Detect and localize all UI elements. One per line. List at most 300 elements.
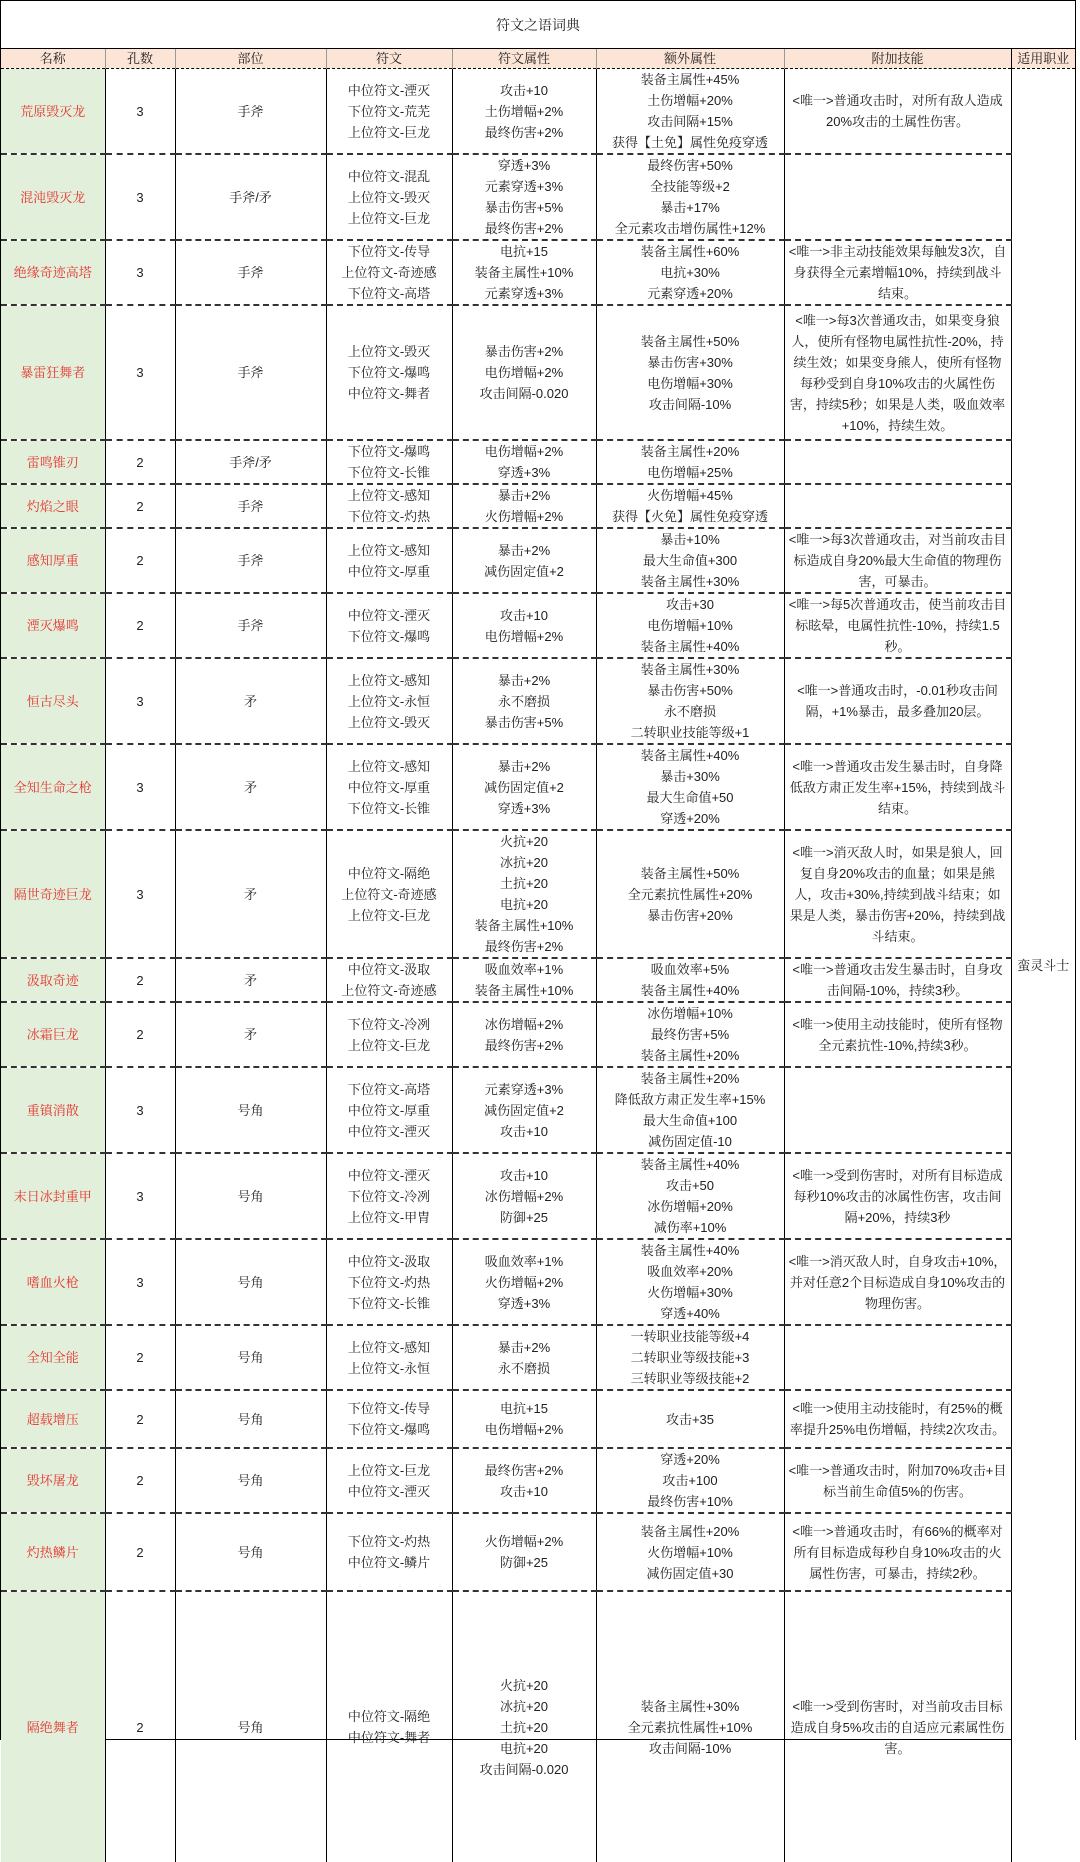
rune-attributes <box>452 1153 596 1239</box>
additional-skill: <唯一>受到伤害时，对所有目标造成每秒10%攻击的冰属性伤害，攻击间隔+20%，持续3秒 <box>784 1153 1011 1239</box>
rune-attribute: 穿透+3% <box>455 798 594 819</box>
rune-attributes <box>452 658 596 744</box>
extra-attribute: 减伤固定值-10 <box>599 1131 782 1152</box>
equipment-part: 手斧/矛 <box>175 154 326 240</box>
table-row <box>1 1153 1075 1239</box>
rune-attributes <box>452 154 596 240</box>
rune-attributes <box>452 1002 596 1067</box>
additional-skill: <唯一>每3次普通攻击，如果变身狼人，使所有怪物电属性抗性-20%，持续生效；如果变身熊人，使所有怪物每秒受到自身10%攻击的火属性伤害，持续5秒；如果是人类，吸血效率+10%，持续生效。 <box>784 305 1011 440</box>
rune-item: 上位符文-毁灭 <box>329 712 450 733</box>
equipment-part: 矛 <box>175 1002 326 1067</box>
rune-item: 上位符文-感知 <box>329 1337 450 1358</box>
equipment-part: 号角 <box>175 1591 326 1862</box>
additional-skill: <唯一>消灭敌人时，自身攻击+10%，并对任意2个目标造成自身10%攻击的物理伤害。 <box>784 1239 1011 1325</box>
header-holes: 孔数 <box>105 49 175 69</box>
rune-attribute: 防御+25 <box>455 1207 594 1228</box>
hole-count: 2 <box>105 484 175 528</box>
additional-skill <box>784 1325 1011 1390</box>
rune-item: 上位符文-永恒 <box>329 1358 450 1379</box>
rune-word-name: 超载增压 <box>1 1390 105 1448</box>
extra-attribute: 电抗+30% <box>599 262 782 283</box>
rune-item: 上位符文-甲胄 <box>329 1207 450 1228</box>
rune-attribute: 元素穿透+3% <box>455 283 594 304</box>
rune-word-name: 隔绝舞者 <box>1 1591 105 1862</box>
extra-attribute: 土伤增幅+20% <box>599 90 782 111</box>
rune-item: 中位符文-隔绝 <box>329 1706 450 1727</box>
extra-attributes <box>596 1448 784 1513</box>
additional-skill: <唯一>普通攻击发生暴击时，自身降低敌方肃正发生率+15%，持续到战斗结束。 <box>784 744 1011 830</box>
rune-list <box>326 1325 452 1390</box>
rune-attribute: 电伤增幅+2% <box>455 626 594 647</box>
equipment-part: 矛 <box>175 744 326 830</box>
extra-attribute: 攻击间隔+15% <box>599 111 782 132</box>
additional-skill: <唯一>每3次普通攻击，对当前攻击目标造成自身20%最大生命值的物理伤害，可暴击。 <box>784 528 1011 593</box>
rune-word-name: 灼热鳞片 <box>1 1513 105 1591</box>
header-name: 名称 <box>1 49 105 69</box>
rune-list <box>326 658 452 744</box>
rune-attribute: 电伤增幅+2% <box>455 362 594 383</box>
rune-item: 中位符文-湮灭 <box>329 1121 450 1142</box>
extra-attribute: 装备主属性+40% <box>599 1240 782 1261</box>
rune-attribute: 电抗+20 <box>455 894 594 915</box>
rune-attribute: 吸血效率+1% <box>455 959 594 980</box>
rune-attribute: 暴击+2% <box>455 756 594 777</box>
rune-item: 中位符文-隔绝 <box>329 863 450 884</box>
rune-item: 上位符文-毁灭 <box>329 341 450 362</box>
rune-item: 中位符文-湮灭 <box>329 80 450 101</box>
equipment-part: 号角 <box>175 1067 326 1153</box>
rune-item: 上位符文-奇迹感 <box>329 980 450 1001</box>
rune-attribute: 元素穿透+3% <box>455 176 594 197</box>
extra-attribute: 暴击伤害+30% <box>599 352 782 373</box>
rune-item: 中位符文-厚重 <box>329 1100 450 1121</box>
extra-attribute: 暴击+30% <box>599 766 782 787</box>
extra-attribute: 最终伤害+50% <box>599 155 782 176</box>
extra-attribute: 火伤增幅+45% <box>599 485 782 506</box>
extra-attributes <box>596 69 784 155</box>
table-row <box>1 240 1075 305</box>
rune-attributes <box>452 1513 596 1591</box>
extra-attributes <box>596 440 784 484</box>
rune-attribute: 吸血效率+1% <box>455 1251 594 1272</box>
rune-attributes <box>452 1390 596 1448</box>
hole-count: 3 <box>105 744 175 830</box>
rune-attribute: 攻击间隔-0.020 <box>455 383 594 404</box>
extra-attributes <box>596 1153 784 1239</box>
extra-attribute: 攻击+100 <box>599 1470 782 1491</box>
rune-attribute: 电伤增幅+2% <box>455 441 594 462</box>
extra-attribute: 装备主属性+40% <box>599 980 782 1001</box>
equipment-part: 号角 <box>175 1325 326 1390</box>
extra-attribute: 电伤增幅+25% <box>599 462 782 483</box>
rune-list <box>326 1513 452 1591</box>
rune-attribute: 攻击+10 <box>455 1165 594 1186</box>
rune-word-name: 恒古尽头 <box>1 658 105 744</box>
extra-attribute: 全元素攻击增伤属性+12% <box>599 218 782 239</box>
equipment-part: 号角 <box>175 1513 326 1591</box>
rune-item: 上位符文-感知 <box>329 540 450 561</box>
rune-attributes <box>452 1239 596 1325</box>
extra-attribute: 获得【土免】属性免疫穿透 <box>599 132 782 153</box>
rune-attribute: 攻击+10 <box>455 1481 594 1502</box>
rune-attribute: 冰抗+20 <box>455 1696 594 1717</box>
hole-count: 2 <box>105 440 175 484</box>
rune-attribute: 减伤固定值+2 <box>455 1100 594 1121</box>
rune-attribute: 暴击+2% <box>455 670 594 691</box>
rune-item: 下位符文-冷冽 <box>329 1014 450 1035</box>
table-row <box>1 830 1075 958</box>
hole-count: 3 <box>105 1153 175 1239</box>
table-row <box>1 484 1075 528</box>
rune-attribute: 永不磨损 <box>455 691 594 712</box>
extra-attribute: 最大生命值+100 <box>599 1110 782 1131</box>
equipment-part: 号角 <box>175 1239 326 1325</box>
rune-attributes <box>452 1067 596 1153</box>
rune-word-name: 末日冰封重甲 <box>1 1153 105 1239</box>
rune-item: 下位符文-长锥 <box>329 798 450 819</box>
rune-list <box>326 1591 452 1862</box>
hole-count: 2 <box>105 593 175 658</box>
hole-count: 2 <box>105 1448 175 1513</box>
rune-list <box>326 593 452 658</box>
extra-attribute: 降低敌方肃正发生率+15% <box>599 1089 782 1110</box>
rune-item: 中位符文-厚重 <box>329 561 450 582</box>
rune-list <box>326 440 452 484</box>
rune-item: 中位符文-汲取 <box>329 959 450 980</box>
extra-attribute: 一转职业技能等级+4 <box>599 1326 782 1347</box>
extra-attribute: 装备主属性+20% <box>599 1521 782 1542</box>
rune-attribute: 电抗+15 <box>455 1398 594 1419</box>
equipment-part: 手斧 <box>175 305 326 440</box>
extra-attribute: 穿透+40% <box>599 1303 782 1324</box>
rune-item: 上位符文-永恒 <box>329 691 450 712</box>
rune-word-name: 汲取奇迹 <box>1 958 105 1002</box>
rune-list <box>326 1239 452 1325</box>
rune-list <box>326 744 452 830</box>
extra-attribute: 攻击+30 <box>599 594 782 615</box>
table-row <box>1 958 1075 1002</box>
rune-list <box>326 1390 452 1448</box>
rune-word-name: 湮灭爆鸣 <box>1 593 105 658</box>
additional-skill: <唯一>受到伤害时，对当前攻击目标造成自身5%攻击的自适应元素属性伤害。 <box>784 1591 1011 1862</box>
header-job: 适用职业 <box>1011 49 1075 69</box>
rune-attribute: 减伤固定值+2 <box>455 777 594 798</box>
rune-item: 下位符文-爆鸣 <box>329 626 450 647</box>
extra-attribute: 攻击间隔-10% <box>599 394 782 415</box>
table-row <box>1 1002 1075 1067</box>
rune-item: 下位符文-灼热 <box>329 1531 450 1552</box>
extra-attribute: 装备主属性+20% <box>599 441 782 462</box>
rune-list <box>326 830 452 958</box>
extra-attributes <box>596 958 784 1002</box>
equipment-part: 矛 <box>175 830 326 958</box>
rune-word-name: 重镇消散 <box>1 1067 105 1153</box>
rune-item: 下位符文-传导 <box>329 241 450 262</box>
rune-word-name: 冰霜巨龙 <box>1 1002 105 1067</box>
rune-item: 上位符文-巨龙 <box>329 1035 450 1056</box>
hole-count: 2 <box>105 1325 175 1390</box>
rune-item: 中位符文-湮灭 <box>329 1165 450 1186</box>
extra-attribute: 减伤固定值+30 <box>599 1563 782 1584</box>
extra-attributes <box>596 1067 784 1153</box>
rune-attribute: 火抗+20 <box>455 831 594 852</box>
hole-count: 3 <box>105 1239 175 1325</box>
extra-attribute: 永不磨损 <box>599 701 782 722</box>
equipment-part: 号角 <box>175 1390 326 1448</box>
extra-attribute: 火伤增幅+10% <box>599 1542 782 1563</box>
table-row <box>1 1513 1075 1591</box>
sheet-title: 符文之语词典 <box>1 1 1075 49</box>
extra-attributes <box>596 1002 784 1067</box>
additional-skill <box>784 440 1011 484</box>
rune-item: 下位符文-爆鸣 <box>329 362 450 383</box>
rune-list <box>326 1448 452 1513</box>
extra-attribute: 减伤率+10% <box>599 1217 782 1238</box>
rune-item: 下位符文-冷冽 <box>329 1186 450 1207</box>
extra-attributes <box>596 658 784 744</box>
rune-attributes <box>452 744 596 830</box>
rune-item: 上位符文-感知 <box>329 756 450 777</box>
rune-item: 中位符文-混乱 <box>329 166 450 187</box>
hole-count: 2 <box>105 1513 175 1591</box>
hole-count: 2 <box>105 1390 175 1448</box>
extra-attribute: 全元素抗性属性+10% <box>599 1717 782 1738</box>
equipment-part: 矛 <box>175 658 326 744</box>
rune-item: 上位符文-奇迹感 <box>329 884 450 905</box>
extra-attribute: 装备主属性+30% <box>599 571 782 592</box>
rune-item: 中位符文-舞者 <box>329 383 450 404</box>
rune-attribute: 电抗+15 <box>455 241 594 262</box>
table-row <box>1 1390 1075 1448</box>
rune-attribute: 元素穿透+3% <box>455 1079 594 1100</box>
equipment-part: 手斧 <box>175 484 326 528</box>
rune-list <box>326 484 452 528</box>
rune-word-name: 毁坏屠龙 <box>1 1448 105 1513</box>
table-row <box>1 528 1075 593</box>
extra-attribute: 攻击+50 <box>599 1175 782 1196</box>
extra-attribute: 装备主属性+50% <box>599 331 782 352</box>
rune-item: 中位符文-鳞片 <box>329 1552 450 1573</box>
header-skill: 附加技能 <box>784 49 1011 69</box>
extra-attribute: 电伤增幅+30% <box>599 373 782 394</box>
rune-item: 下位符文-高塔 <box>329 1079 450 1100</box>
equipment-part: 手斧 <box>175 593 326 658</box>
rune-item: 下位符文-爆鸣 <box>329 441 450 462</box>
extra-attribute: 装备主属性+40% <box>599 636 782 657</box>
extra-attributes <box>596 1325 784 1390</box>
rune-attribute: 火伤增幅+2% <box>455 506 594 527</box>
rune-attribute: 最终伤害+2% <box>455 122 594 143</box>
rune-list <box>326 305 452 440</box>
extra-attribute: 获得【火免】属性免疫穿透 <box>599 506 782 527</box>
rune-item: 中位符文-厚重 <box>329 777 450 798</box>
table-row <box>1 744 1075 830</box>
rune-item: 下位符文-高塔 <box>329 283 450 304</box>
rune-word-name: 全知全能 <box>1 1325 105 1390</box>
rune-word-name: 全知生命之枪 <box>1 744 105 830</box>
rune-attribute: 防御+25 <box>455 1552 594 1573</box>
extra-attribute: 装备主属性+20% <box>599 1068 782 1089</box>
extra-attribute: 攻击+35 <box>599 1409 782 1430</box>
rune-attributes <box>452 958 596 1002</box>
rune-attribute: 电抗+20 <box>455 1738 594 1759</box>
rune-attributes <box>452 1325 596 1390</box>
rune-word-name: 感知厚重 <box>1 528 105 593</box>
table-row <box>1 1448 1075 1513</box>
rune-attribute: 冰伤增幅+2% <box>455 1014 594 1035</box>
rune-item: 中位符文-湮灭 <box>329 1481 450 1502</box>
extra-attributes <box>596 154 784 240</box>
rune-attributes <box>452 830 596 958</box>
rune-item: 下位符文-荒芜 <box>329 101 450 122</box>
table-row <box>1 440 1075 484</box>
extra-attribute: 冰伤增幅+10% <box>599 1003 782 1024</box>
extra-attributes <box>596 1390 784 1448</box>
rune-item: 下位符文-灼热 <box>329 506 450 527</box>
extra-attribute: 装备主属性+30% <box>599 1696 782 1717</box>
rune-item: 上位符文-巨龙 <box>329 122 450 143</box>
rune-word-name: 隔世奇迹巨龙 <box>1 830 105 958</box>
rune-item: 中位符文-舞者 <box>329 1727 450 1748</box>
equipment-part: 手斧 <box>175 240 326 305</box>
rune-attribute: 穿透+3% <box>455 155 594 176</box>
extra-attribute: 最终伤害+10% <box>599 1491 782 1512</box>
rune-word-name: 雷鸣锥刃 <box>1 440 105 484</box>
rune-attribute: 最终伤害+2% <box>455 1460 594 1481</box>
extra-attribute: 三转职业等级技能+2 <box>599 1368 782 1389</box>
rune-attribute: 攻击+10 <box>455 1121 594 1142</box>
extra-attribute: 暴击+10% <box>599 529 782 550</box>
rune-attribute: 装备主属性+10% <box>455 262 594 283</box>
additional-skill: <唯一>使用主动技能时，有25%的概率提升25%电伤增幅，持续2次攻击。 <box>784 1390 1011 1448</box>
rune-word-name: 暴雷狂舞者 <box>1 305 105 440</box>
extra-attribute: 二转职业等级技能+3 <box>599 1347 782 1368</box>
table-row <box>1 1325 1075 1390</box>
rune-attribute: 穿透+3% <box>455 462 594 483</box>
hole-count: 3 <box>105 305 175 440</box>
extra-attributes <box>596 1239 784 1325</box>
extra-attributes <box>596 305 784 440</box>
rune-attribute: 最终伤害+2% <box>455 218 594 239</box>
extra-attributes <box>596 744 784 830</box>
table-row <box>1 658 1075 744</box>
rune-attribute: 暴击+2% <box>455 485 594 506</box>
extra-attribute: 冰伤增幅+20% <box>599 1196 782 1217</box>
extra-attribute: 火伤增幅+30% <box>599 1282 782 1303</box>
extra-attribute: 暴击伤害+50% <box>599 680 782 701</box>
hole-count: 2 <box>105 1591 175 1862</box>
extra-attribute: 元素穿透+20% <box>599 283 782 304</box>
rune-item: 中位符文-湮灭 <box>329 605 450 626</box>
additional-skill: <唯一>普通攻击时，对所有敌人造成20%攻击的土属性伤害。 <box>784 69 1011 155</box>
rune-attributes <box>452 484 596 528</box>
rune-attributes <box>452 305 596 440</box>
equipment-part: 手斧 <box>175 69 326 155</box>
additional-skill: <唯一>使用主动技能时，使所有怪物全元素抗性-10%,持续3秒。 <box>784 1002 1011 1067</box>
additional-skill: <唯一>普通攻击发生暴击时，自身攻击间隔-10%，持续3秒。 <box>784 958 1011 1002</box>
rune-attribute: 暴击+2% <box>455 540 594 561</box>
extra-attribute: 装备主属性+45% <box>599 69 782 90</box>
rune-item: 上位符文-感知 <box>329 485 450 506</box>
rune-attribute: 装备主属性+10% <box>455 915 594 936</box>
table-row <box>1 1591 1075 1862</box>
rune-attributes <box>452 528 596 593</box>
rune-list <box>326 1067 452 1153</box>
extra-attributes <box>596 1591 784 1862</box>
additional-skill: <唯一>普通攻击时，有66%的概率对所有目标造成每秒自身10%攻击的火属性伤害，可暴击，持续2秒。 <box>784 1513 1011 1591</box>
rune-item: 上位符文-巨龙 <box>329 208 450 229</box>
hole-count: 2 <box>105 958 175 1002</box>
rune-item: 上位符文-巨龙 <box>329 1460 450 1481</box>
rune-attribute: 攻击+10 <box>455 605 594 626</box>
rune-attributes <box>452 69 596 155</box>
table-row <box>1 154 1075 240</box>
rune-attribute: 冰抗+20 <box>455 852 594 873</box>
rune-list <box>326 1002 452 1067</box>
rune-attributes <box>452 240 596 305</box>
hole-count: 3 <box>105 830 175 958</box>
extra-attribute: 装备主属性+30% <box>599 659 782 680</box>
extra-attributes <box>596 830 784 958</box>
rune-attribute: 暴击伤害+5% <box>455 197 594 218</box>
rune-attribute: 攻击+10 <box>455 80 594 101</box>
extra-attribute: 二转职业技能等级+1 <box>599 722 782 743</box>
rune-word-name: 灼焰之眼 <box>1 484 105 528</box>
rune-word-name: 混沌毁灭龙 <box>1 154 105 240</box>
rune-attribute: 暴击伤害+2% <box>455 341 594 362</box>
rune-list <box>326 528 452 593</box>
hole-count: 3 <box>105 154 175 240</box>
rune-list <box>326 240 452 305</box>
rune-item: 上位符文-毁灭 <box>329 187 450 208</box>
equipment-part: 号角 <box>175 1153 326 1239</box>
table-row <box>1 305 1075 440</box>
rune-item: 上位符文-奇迹感 <box>329 262 450 283</box>
rune-attributes <box>452 440 596 484</box>
rune-item: 上位符文-巨龙 <box>329 905 450 926</box>
rune-attribute: 冰伤增幅+2% <box>455 1186 594 1207</box>
extra-attributes <box>596 593 784 658</box>
extra-attribute: 暴击伤害+20% <box>599 905 782 926</box>
extra-attribute: 攻击间隔-10% <box>599 1738 782 1759</box>
rune-item: 下位符文-爆鸣 <box>329 1419 450 1440</box>
header-runes: 符文 <box>326 49 452 69</box>
extra-attribute: 全技能等级+2 <box>599 176 782 197</box>
rune-attribute: 穿透+3% <box>455 1293 594 1314</box>
applicable-class: 蛮灵斗士 <box>1011 69 1075 1862</box>
table-row <box>1 69 1075 155</box>
header-rune-attrs: 符文属性 <box>452 49 596 69</box>
extra-attribute: 全元素抗性属性+20% <box>599 884 782 905</box>
rune-attribute: 火伤增幅+2% <box>455 1531 594 1552</box>
rune-item: 上位符文-感知 <box>329 670 450 691</box>
rune-attributes <box>452 1591 596 1862</box>
rune-attribute: 装备主属性+10% <box>455 980 594 1001</box>
extra-attributes <box>596 1513 784 1591</box>
rune-word-name: 嗜血火枪 <box>1 1239 105 1325</box>
rune-word-table <box>1 49 1075 1862</box>
extra-attribute: 最大生命值+300 <box>599 550 782 571</box>
extra-attribute: 装备主属性+40% <box>599 1154 782 1175</box>
rune-list <box>326 1153 452 1239</box>
extra-attribute: 穿透+20% <box>599 808 782 829</box>
rune-word-name: 绝缘奇迹高塔 <box>1 240 105 305</box>
extra-attribute: 穿透+20% <box>599 1449 782 1470</box>
rune-attributes <box>452 593 596 658</box>
extra-attribute: 最终伤害+5% <box>599 1024 782 1045</box>
additional-skill <box>784 484 1011 528</box>
extra-attribute: 装备主属性+40% <box>599 745 782 766</box>
